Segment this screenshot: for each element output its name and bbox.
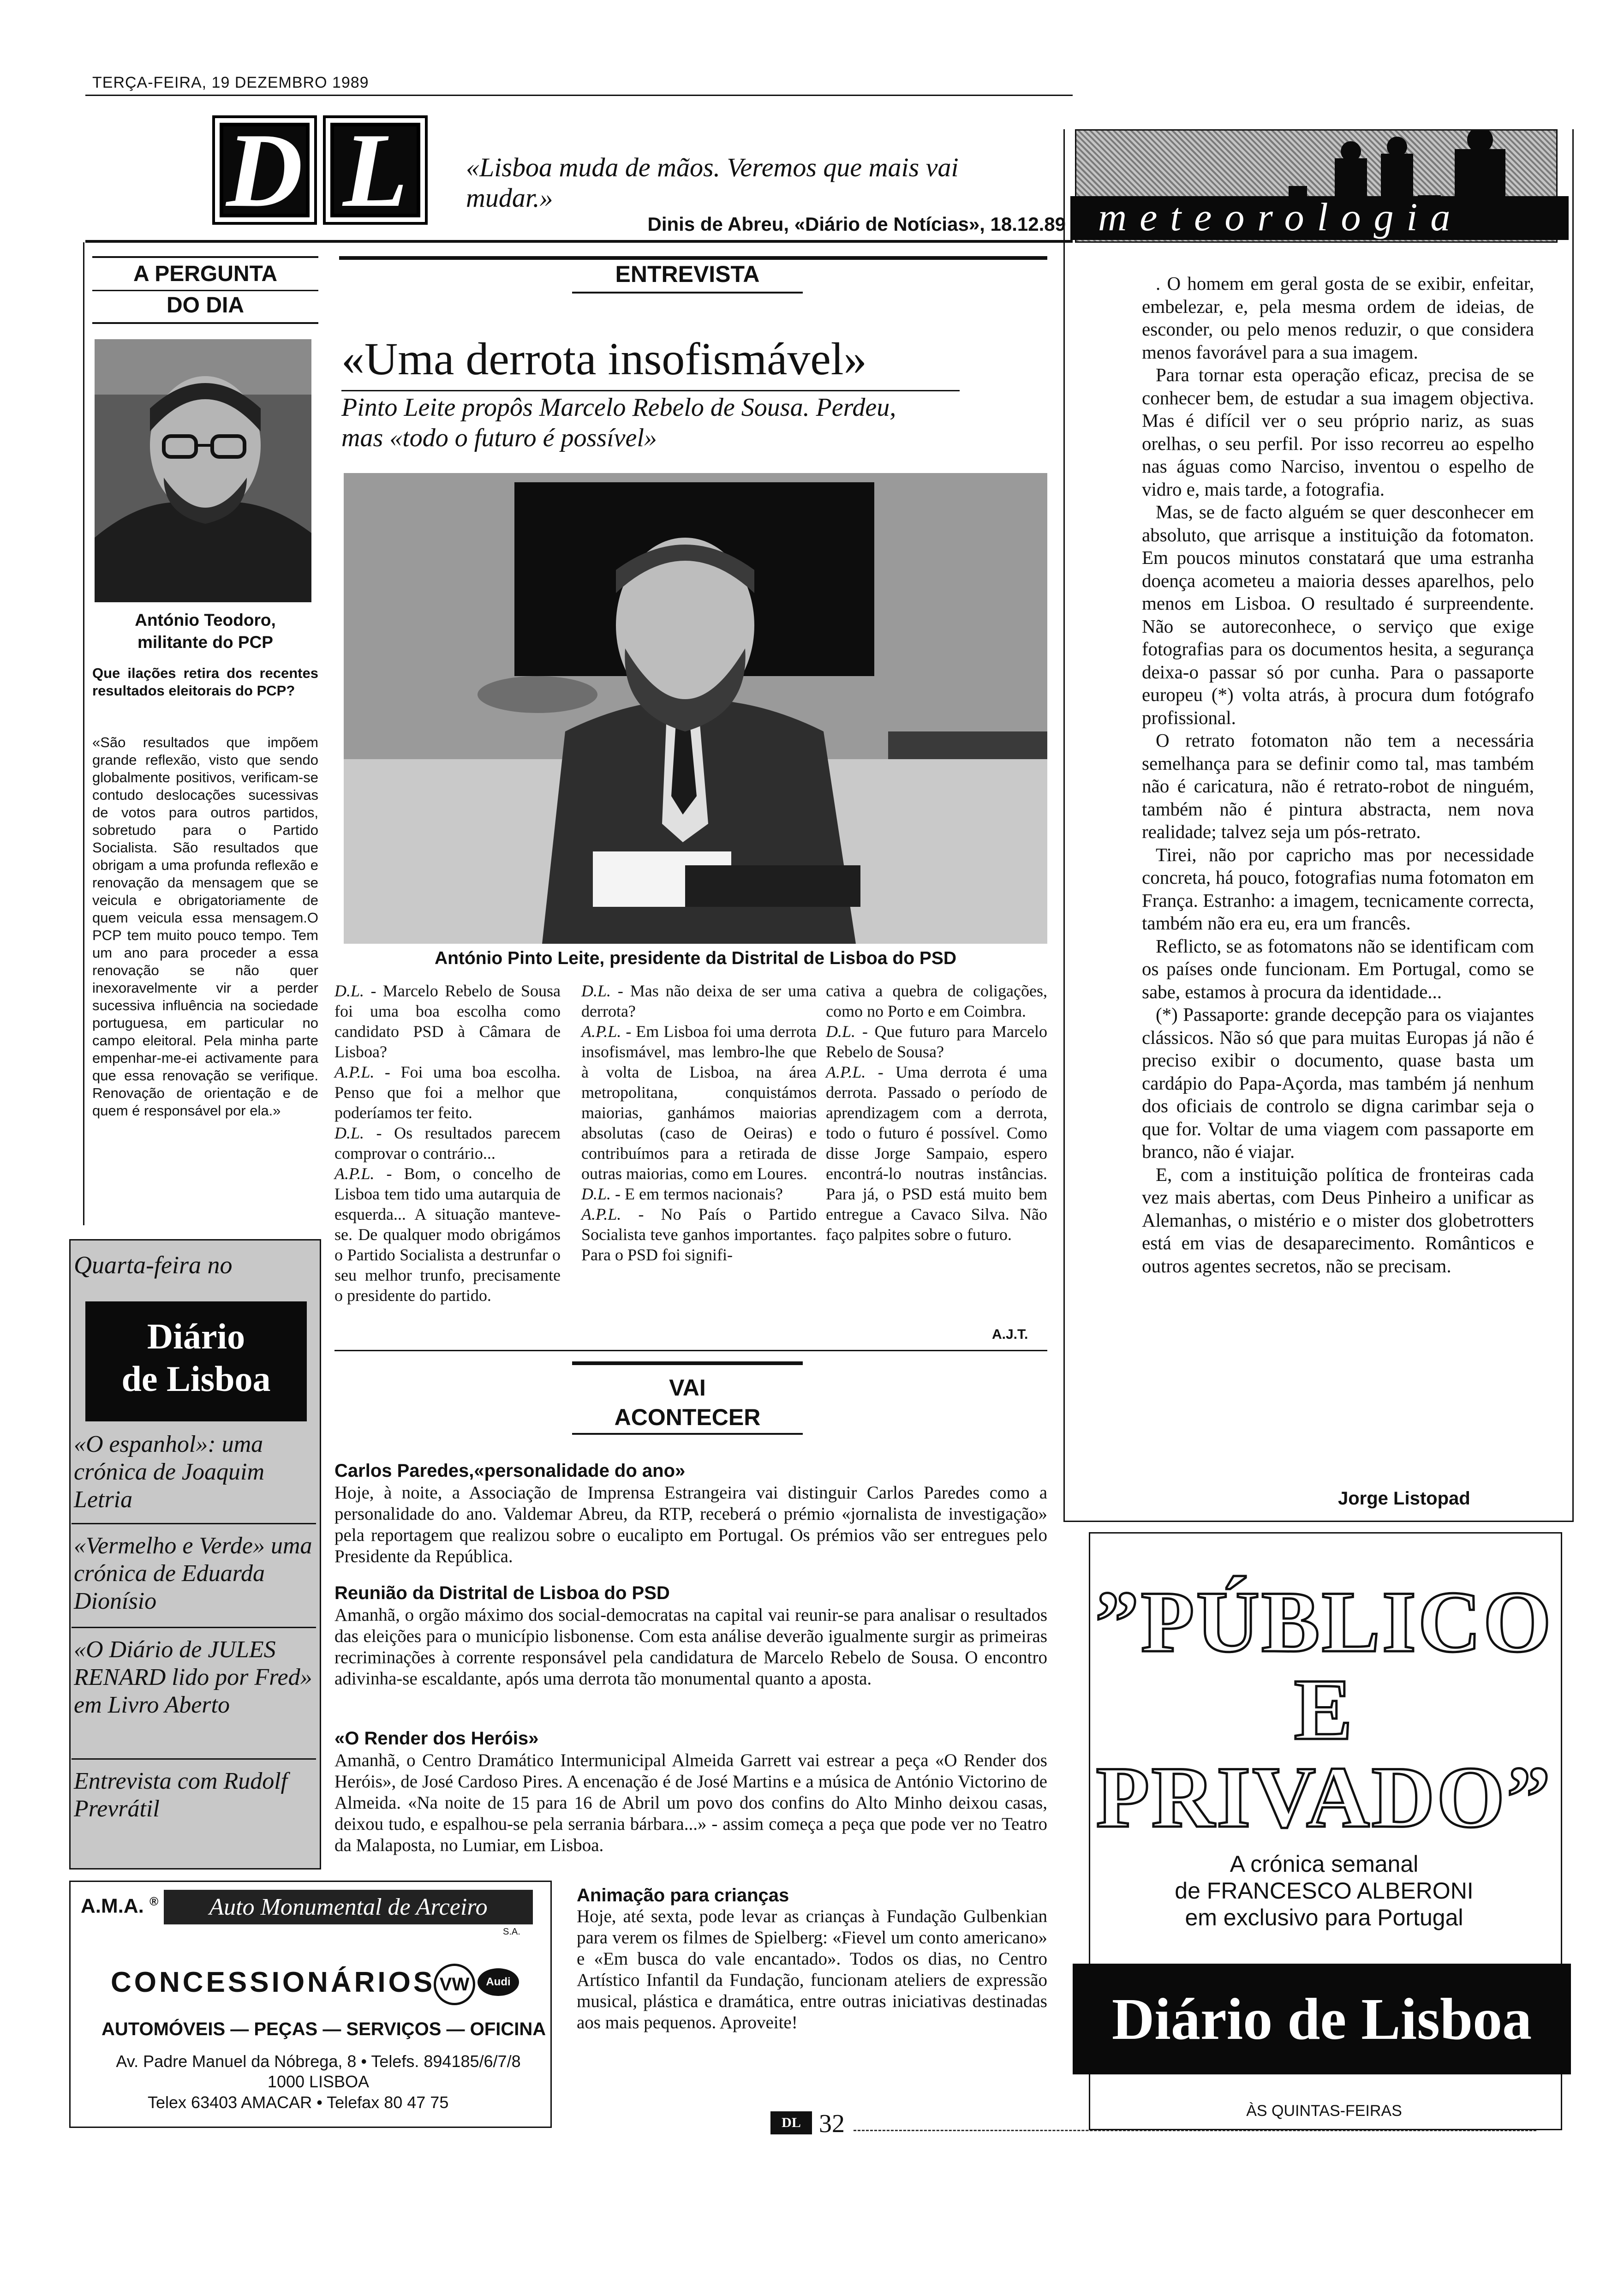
pergunta-question: Que ilações retira dos recentes resultados eleitorais do PCP? (92, 665, 318, 699)
publico-line2: de FRANCESCO ALBERONI (1175, 1878, 1474, 1904)
article-paragraph: Mas, se de facto alguém se quer desconhecer em absoluto, que arrisque a instituição da fotomaton. Em poucos minutos constatará que uma estranha doença acometeu a maioria desses aparelhos, pelo menos em Lisboa. O resultado é surpreendente. Não se autoreconhece, o serviço que exige fotografias para os documentos hesita, a segurança deixa-o passar só por cunha. Para o passaporte europeu (*) volta atrás, à procura dum fotógrafo profissional. (1142, 501, 1534, 728)
meteorologia-signature: Jorge Listopad (1338, 1488, 1470, 1509)
article-paragraph: Tirei, não por capricho mas por necessidade concreta, há pouco, fotografias numa fotomaton em França. Estranho: a imagem, tecnicamente correcta, também não era eu, era um francês. (1142, 844, 1534, 934)
footer-logo-l: L (791, 2115, 801, 2130)
dialogue-line (334, 1062, 561, 1123)
speaker-label: D.L. (581, 1185, 611, 1203)
vai-acontecer-heading (572, 1373, 803, 1432)
speaker-label: D.L. (826, 1022, 856, 1041)
event-title: Animação para crianças (577, 1885, 789, 1906)
header-quote-source: Dinis de Abreu, «Diário de Notícias», 18.12.89 (647, 213, 1066, 235)
promo-divider (72, 1758, 316, 1760)
event-body: Amanhã, o Centro Dramático Intermunicipal Almeida Garrett vai estrear a peça «O Render dos Heróis», de José Cardoso Pires. A encenação é de José Martins e a música de António Victorino de Almeida. «Na noite de 15 para 16 de Abril um povo dos confins do Alto Minho deixou casas, deixou tudo, e espalhou-se pela serrania bárbara...» - assim começa a peça que pode ver no Teatro da Malaposta, no Lumiar, em Lisboa. (334, 1750, 1047, 1855)
event-body: Hoje, até sexta, pode levar as crianças à Fundação Gulbenkian para verem os filmes de Spielberg: «Fievel um conto americano» e «Em busca do vale encantado». Todos os dias, no Centro Artístico Infantil da Fundação, funcionam ateliers de expressão musical, plástica e dramática, entre outras iniciativas destinadas aos mais pequenos. Aproveite! (577, 1906, 1047, 2032)
promo-masthead (85, 1301, 307, 1421)
pergunta-rule-mid (92, 290, 318, 291)
vw-logo-icon: VW (434, 1964, 475, 2005)
dialogue-text: - Foi uma boa escolha. Penso que foi a melhor que poderíamos ter feito. (334, 1063, 561, 1122)
dialogue-text: - Bom, o concelho de Lisboa tem tido uma autarquia de esquerda... A situação manteve-se. De qualquer modo obrigámos o Partido Socialista a destrunfar o seu melhor trunfo, precisamente o presidente do partido. (334, 1164, 561, 1305)
vai-underline (572, 1433, 803, 1435)
event-body: Hoje, à noite, a Associação de Imprensa Estrangeira vai distinguir Carlos Paredes como a personalidade do ano. Valdemar Abreu, da RTP, receberá o prémio «jornalista de investigação» pela reportagem que realizou sobre o eucalipto em Portugal. Os prémios vão ser entregues pelo Presidente da República. (334, 1483, 1047, 1566)
meteorologia-title: meteorologia (1098, 195, 1463, 239)
promo-divider (72, 1523, 316, 1524)
meteorologia-article (1142, 272, 1534, 1277)
header-quote: «Lisboa muda de mãos. Veremos que mais vai mudar.» (466, 152, 959, 213)
dialogue-line (581, 1021, 817, 1184)
dialogue-line (334, 981, 561, 1062)
publico-line1: A crónica semanal (1230, 1851, 1419, 1877)
ama-label-text: A.M.A. (81, 1894, 144, 1917)
article-paragraph: (*) Passaporte: grande decepção para os viajantes clássicos. Não só que para muitas Europas já não é preciso exibir o documento, quase basta um cardápio do Papa-Açorda, mas também já nenhum dos oficiais de controlo se digna carimbar seja o que for. Voltar de uma viagem com passaporte em branco, não é viajar. (1142, 1004, 1534, 1162)
speaker-label: A.P.L. (334, 1164, 375, 1183)
speaker-label: D.L. (334, 982, 364, 1000)
dl-logo-d: D (212, 115, 317, 225)
portrait-antonio-teodoro (95, 339, 311, 602)
publico-privado-title: ”PÚBLICO E PRIVADO” (1095, 1574, 1553, 1846)
article-paragraph: . O homem em geral gosta de se exibir, enfeitar, embelezar, e, pela mesma ordem de ideias, de esconder, ou pelo menos reduzir, o que considera menos favorável para a sua imagem. (1142, 273, 1534, 363)
speaker-label: A.P.L. (581, 1205, 621, 1223)
dialogue-line (826, 1062, 1047, 1245)
interview-column-2 (581, 981, 817, 1265)
interview-photo-drawing (344, 473, 1047, 944)
photo-caption: António Pinto Leite, presidente da Distrital de Lisboa do PSD (434, 948, 957, 968)
vai-top-rule (572, 1361, 803, 1365)
dialogue-text: cativa a quebra de coligações, como no Porto e em Coimbra. (826, 982, 1047, 1020)
ama-script-logo: Auto Monumental de Arceiro (164, 1890, 533, 1924)
promo-divider (72, 1627, 316, 1628)
interview-subhead: Pinto Leite propôs Marcelo Rebelo de Sousa. Perdeu, mas «todo o futuro é possível» (341, 393, 896, 452)
dialogue-text: - Em Lisboa foi uma derrota insofismável, mas lembro-lhe que à volta de Lisboa, na área metropolitana, conquistámos maiorias, ganhámos maiorias absolutas (caso de Oeiras) e contribuímos para a retirada de outras maiorias, como em Loures. (581, 1022, 817, 1183)
article-paragraph: O retrato fotomaton não tem a necessária semelhança para se definir como tal, mas também não é caricatura, não é retrato-robot de ninguém, também não é pintura abstracta, nem nova realidade; talvez seja um pós-retrato. (1142, 730, 1534, 842)
photo-antonio-pinto-leite (344, 473, 1047, 944)
dialogue-text: - Mas não deixa de ser uma derrota? (581, 982, 817, 1020)
interview-signature: A.J.T. (992, 1327, 1028, 1342)
top-rule (85, 95, 1073, 96)
ama-sa: S.A. (503, 1927, 520, 1937)
dialogue-line (334, 1163, 561, 1306)
speaker-label: A.P.L. (581, 1022, 621, 1041)
interview-headline: «Uma derrota insofismável» (341, 333, 867, 384)
publico-privado-subtitle (1093, 1851, 1555, 1931)
dialogue-line (581, 1204, 817, 1265)
interview-column-1 (334, 981, 561, 1306)
ama-address-line2: 1000 LISBOA (267, 2072, 370, 2091)
ama-address-line1: Av. Padre Manuel da Nóbrega, 8 • Telefs. 894185/6/7/8 (116, 2052, 521, 2071)
dialogue-text: - Que futuro para Marcelo Rebelo de Sousa? (826, 1022, 1047, 1061)
date-line: TERÇA-FEIRA, 19 DEZEMBRO 1989 (92, 74, 369, 91)
speaker-label: A.P.L. (826, 1063, 866, 1081)
article-paragraph: Reflicto, se as fotomatons não se identificam com os países onde funcionam. Em Portugal, como se sabe, estamos à procura da identidade... (1142, 935, 1534, 1002)
ama-label (81, 1894, 158, 1918)
ama-telex: Telex 63403 AMACAR • Telefax 80 47 75 (148, 2093, 449, 2112)
footer-logo-d: D (782, 2115, 792, 2130)
speaker-label: D.L. (581, 982, 611, 1000)
interview-bottom-rule (334, 1350, 1047, 1351)
dialogue-text: - Uma derrota é uma derrota. Passado o período de aprendizagem com a derrota, todo o futuro é possível. Como disse Jorge Sampaio, espero encontrá-lo noutras instâncias. Para já, o PSD está muito bem entregue a Cavaco Silva. Não faço palpites sobre o futuro. (826, 1063, 1047, 1244)
dialogue-line (581, 1184, 817, 1204)
pergunta-rule-top (92, 256, 318, 258)
promo-masthead-line1: Diário (147, 1316, 245, 1356)
interview-label-underline (572, 292, 803, 294)
headline-underline (341, 390, 960, 391)
dialogue-text: - Os resultados parecem comprovar o contrário... (334, 1124, 561, 1162)
promo-item: Entrevista com Rudolf Prevrátil (74, 1768, 288, 1822)
promo-item: «O espanhol»: uma crónica de Joaquim Letria (74, 1431, 265, 1513)
publico-line3: em exclusivo para Portugal (1185, 1905, 1463, 1930)
dialogue-line (334, 1123, 561, 1163)
audi-logo-icon: Audi (478, 1968, 519, 1996)
dialogue-line (826, 981, 1047, 1021)
dialogue-text: - E em termos nacionais? (611, 1185, 783, 1203)
promo-masthead-line2: de Lisboa (121, 1359, 271, 1399)
event-title: Reunião da Distrital de Lisboa do PSD (334, 1583, 670, 1603)
speaker-label: D.L. (334, 1124, 364, 1142)
pergunta-title-line1: A PERGUNTA (133, 262, 277, 286)
diario-de-lisboa-masthead: Diário de Lisboa (1073, 1964, 1571, 2074)
dialogue-text: - Marcelo Rebelo de Sousa foi uma boa escolha como candidato PSD à Câmara de Lisboa? (334, 982, 561, 1061)
interview-section-label: ENTREVISTA (615, 261, 760, 287)
portrait-photo-drawing (95, 339, 311, 602)
speaker-label: A.P.L. (334, 1063, 375, 1081)
interview-column-3 (826, 981, 1047, 1245)
pergunta-name-line2: militante do PCP (137, 633, 273, 652)
article-paragraph: E, com a instituição política de fronteiras cada vez mais abertas, com Deus Pinheiro a unificar as Alemanhas, o mistério e o mister dos globetrotters está em vias de desaparecimento. Românticos e outros agentes secretos, não se precisam. (1142, 1163, 1534, 1276)
promo-item: «Vermelho e Verde» uma crónica de Eduarda Dionísio (74, 1533, 312, 1614)
pergunta-answer: «São resultados que impõem grande reflexão, visto que sendo globalmente positivos, verificam-se contudo deslocações sucessivas de votos para outros partidos, sobretudo para o Partido Socialista. São resultados que obrigam a uma profunda reflexão e renovação da mensagem que se veicula e obrigatoriamente de quem veicula essa mensagem.O PCP tem muito pouco tempo. Tem um ano para proceder a essa renovação se não quer inexoravelmente vir a perder sucessiva influência na sociedade portuguesa, em particular no campo eleitoral. Pela minha parte empenhar-me-ei activamente para que essa renovação se verifique. Renovação de orientação e de quem é responsável por ela.» (92, 734, 318, 1119)
vai-heading-line2: ACONTECER (614, 1404, 761, 1430)
dialogue-text: - No País o Partido Socialista teve ganhos importantes. Para o PSD foi signifi- (581, 1205, 817, 1264)
pergunta-person (92, 609, 318, 653)
ama-registered-mark: ® (149, 1894, 159, 1908)
pergunta-name-line1: António Teodoro, (135, 611, 276, 629)
dialogue-line (581, 981, 817, 1021)
pergunta-title-line2: DO DIA (167, 293, 244, 318)
promo-heading: Quarta-feira no (74, 1251, 233, 1279)
article-paragraph: Para tornar esta operação eficaz, precisa de se conhecer bem, de estudar a sua imagem objectiva. Mas é difícil ver o seu próprio nariz, as suas orelhas, o seu perfil. Por isso recorreu ao espelho nas águas como Narciso, inventou o espelho de vidro e, mais tarde, a fotografia. (1142, 364, 1534, 500)
interview-top-rule (339, 256, 1047, 260)
ama-concessionarios: CONCESSIONÁRIOS (111, 1966, 436, 1998)
vai-heading-line1: VAI (669, 1375, 706, 1401)
pergunta-rule-bottom (92, 322, 318, 324)
promo-item: «O Diário de JULES RENARD lido por Fred» em Livro Aberto (74, 1636, 312, 1718)
publico-footer: ÀS QUINTAS-FEIRAS (1246, 2102, 1402, 2120)
dl-logo-l: L (323, 115, 428, 225)
footer-dl-logo (770, 2111, 812, 2134)
page-number: 32 (819, 2109, 845, 2138)
ama-services: AUTOMÓVEIS — PEÇAS — SERVIÇOS — OFICINA (102, 2019, 546, 2039)
event-body: Amanhã, o orgão máximo dos social-democratas na capital vai reunir-se para analisar o resultados das eleições para o município lisbonense. Com esta análise deverão igualmente surgir as primeiras recriminações à corrente responsável pela candidatura de Marcelo Rebelo de Sousa. O encontro adivinha-se escaldante, após uma derrota tão monumental quanto a aposta. (334, 1605, 1047, 1689)
dialogue-line (826, 1021, 1047, 1062)
event-title: «O Render dos Heróis» (334, 1728, 539, 1749)
ama-address (97, 2051, 540, 2092)
event-title: Carlos Paredes,«personalidade do ano» (334, 1461, 686, 1481)
